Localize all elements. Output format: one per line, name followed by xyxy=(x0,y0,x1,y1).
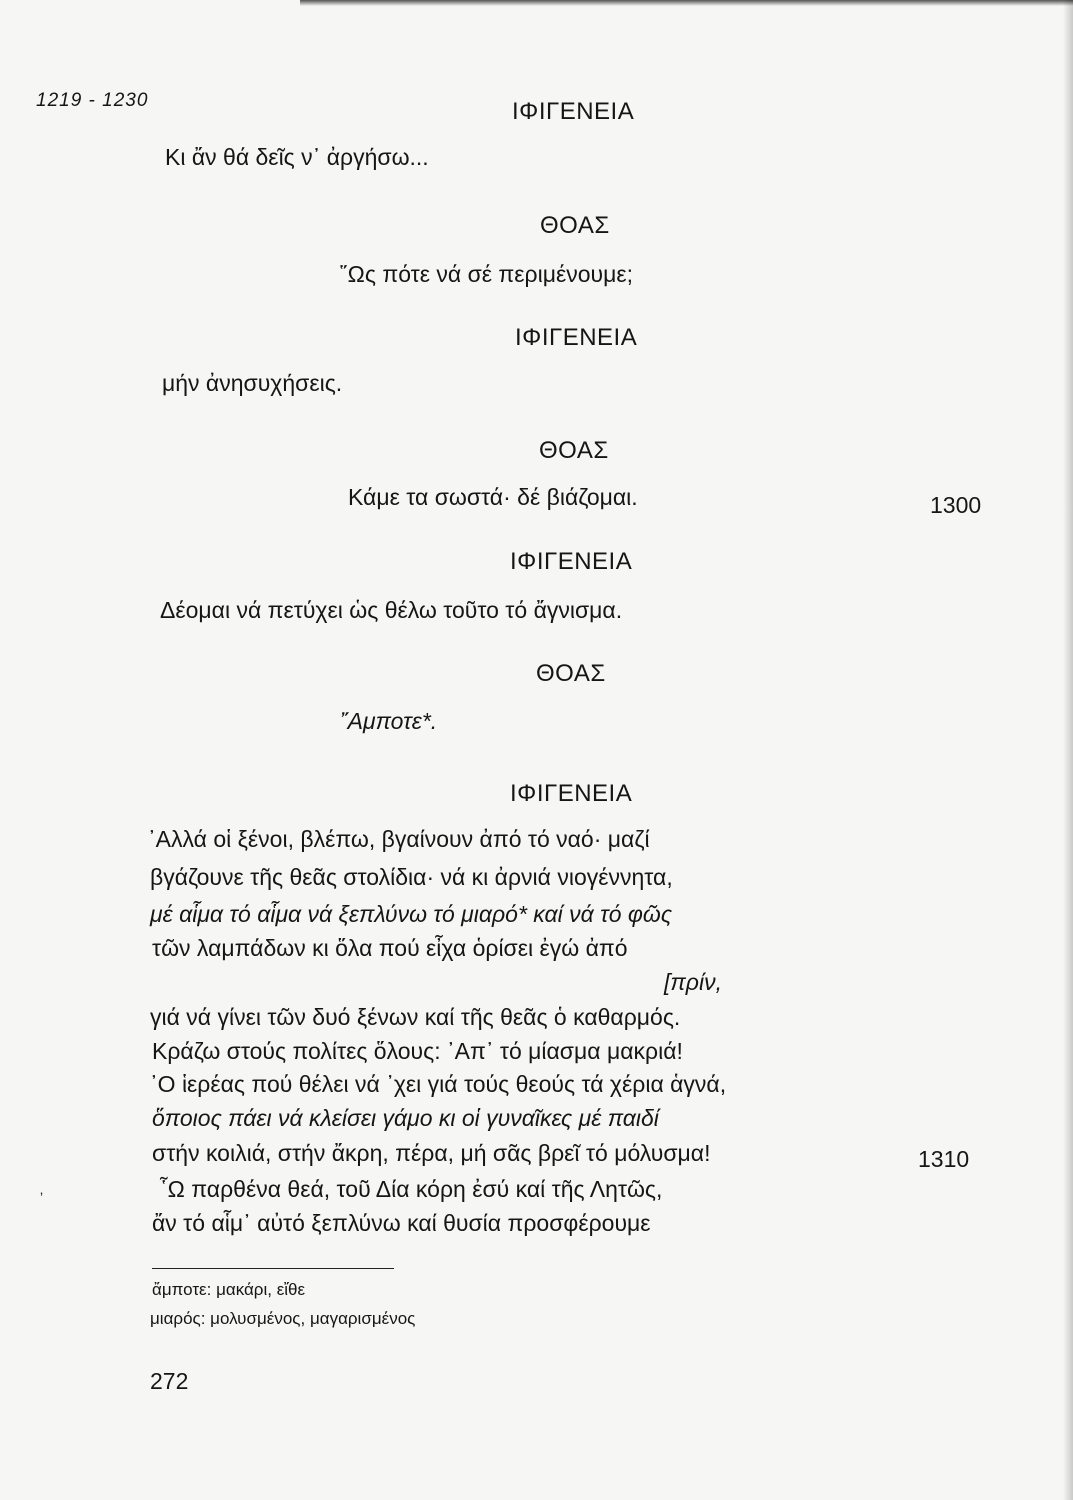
verse-line-continuation: [πρίν, xyxy=(664,969,722,995)
verse-line: τῶν λαμπάδων κι ὅλα πού εἶχα ὁρίσει ἐγώ ἀπό xyxy=(152,935,628,961)
line-range: 1219 - 1230 xyxy=(36,90,149,111)
footnote: ἄμποτε: μακάρι, εἴθε xyxy=(152,1280,306,1299)
verse-line: ᾿Ο ἱερέας πού θέλει νά ᾿χει γιά τούς θεούς τά χέρια ἁγνά, xyxy=(150,1071,727,1097)
speaker-label: ΘΟΑΣ xyxy=(539,437,609,464)
verse-line: μέ αἷμα τό αἷμα νά ξεπλύνω τό μιαρό* καί νά τό φῶς xyxy=(150,901,673,927)
page-edge-shadow xyxy=(300,0,1073,6)
verse-line: ᾿Αλλά οἱ ξένοι, βλέπω, βγαίνουν ἀπό τό ναό· μαζί xyxy=(148,826,650,852)
page-edge-right-shadow xyxy=(1063,0,1073,1500)
footnote-rule xyxy=(152,1268,394,1269)
verse-line: Κι ἄν θά δεῖς ν᾿ ἀργήσω... xyxy=(165,144,429,170)
page-number: 272 xyxy=(150,1368,189,1394)
verse-line: Κάμε τα σωστά· δέ βιάζομαι. xyxy=(348,484,638,510)
verse-line: στήν κοιλιά, στήν ἄκρη, πέρα, μή σᾶς βρεῖ τό μόλυσμα! xyxy=(152,1140,711,1166)
line-number: 1300 xyxy=(930,492,982,518)
speaker-label: ΘΟΑΣ xyxy=(540,212,610,239)
verse-line: ῞Ως πότε νά σέ περιμένουμε; xyxy=(340,261,634,287)
verse-line: Κράζω στούς πολίτες ὅλους: ᾿Απ᾿ τό μίασμα μακριά! xyxy=(152,1038,683,1064)
verse-line: ῎Αμποτε*. xyxy=(340,708,438,734)
speaker-label: ΘΟΑΣ xyxy=(536,660,606,687)
verse-line: ἄν τό αἷμ᾿ αὐτό ξεπλύνω καί θυσία προσφέρουμε xyxy=(152,1210,651,1236)
speaker-label: ΙΦΙΓΕΝΕΙΑ xyxy=(512,98,635,125)
margin-mark: ʼ xyxy=(40,1190,44,1206)
speaker-label: ΙΦΙΓΕΝΕΙΑ xyxy=(510,548,633,575)
speaker-label: ΙΦΙΓΕΝΕΙΑ xyxy=(510,780,633,807)
verse-line: γιά νά γίνει τῶν δυό ξένων καί τῆς θεᾶς ὁ καθαρμός. xyxy=(150,1004,681,1030)
line-number: 1310 xyxy=(918,1146,970,1172)
verse-line: βγάζουνε τῆς θεᾶς στολίδια· νά κι ἀρνιά νιογέννητα, xyxy=(150,864,673,890)
verse-line: μήν ἀνησυχήσεις. xyxy=(162,370,343,396)
verse-line: Δέομαι νά πετύχει ὡς θέλω τοῦτο τό ἄγνισμα. xyxy=(160,597,623,623)
verse-line: ὅποιος πάει νά κλείσει γάμο κι οἱ γυναῖκες μέ παιδί xyxy=(152,1105,659,1131)
footnote: μιαρός: μολυσμένος, μαγαρισμένος xyxy=(150,1309,416,1328)
verse-line: ῟Ω παρθένα θεά, τοῦ Δία κόρη ἐσύ καί τῆς Λητῶς, xyxy=(160,1176,663,1202)
speaker-label: ΙΦΙΓΕΝΕΙΑ xyxy=(515,324,638,351)
